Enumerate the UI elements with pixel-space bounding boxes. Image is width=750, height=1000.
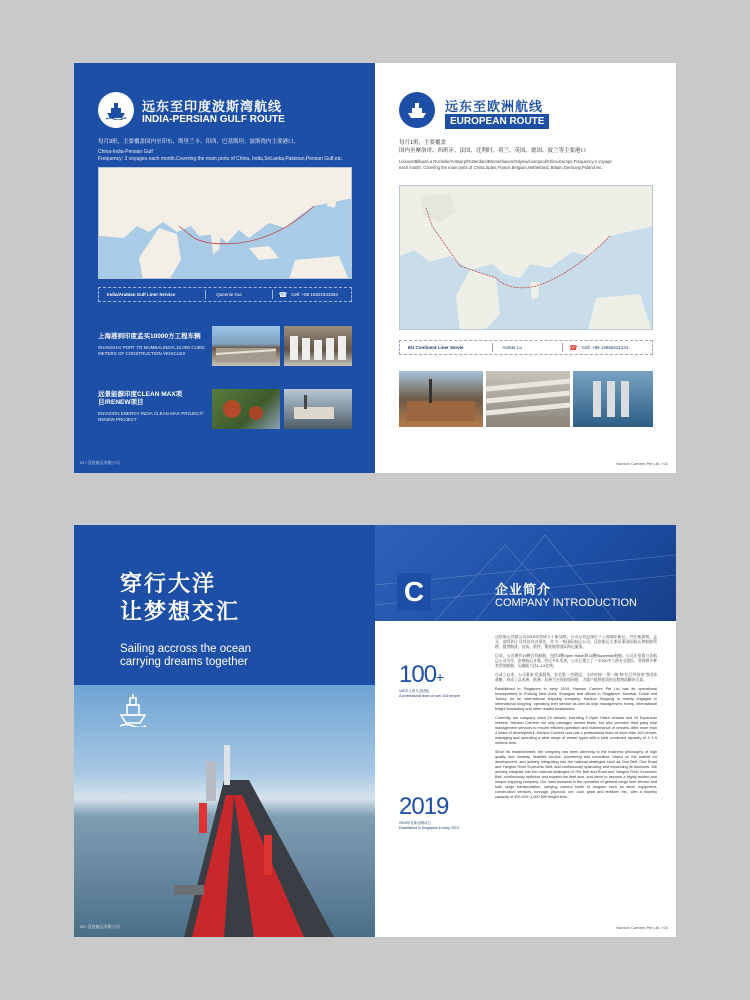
company-intro-page: [375, 525, 676, 937]
route-description-en: Leixoes/Bilbao/La Rochelle/Antwerp/Rotterdam/Bremerhaven/Gdynia/Liverpool/China-Europe Frequency:1 voyage each month. Covering the main ports of China,Spain,France,Belgium,Netherland, Britain,Germany,Poland etc.: [399, 159, 612, 170]
route-description-cn-2: 国内至摩洛哥、西班牙、法国、比利时、荷兰、英国、德国、波兰等主要港口: [399, 148, 587, 154]
intro-body: [495, 635, 657, 920]
ship-icon: [399, 92, 435, 128]
page-title-cn: 远东至印度波斯湾航线: [142, 99, 283, 114]
brochure-spread-company: [74, 525, 676, 937]
slogan-en: [120, 643, 251, 669]
phone-number: Cell: +86 13666231341: [581, 345, 629, 350]
page-title-cn: 企业简介: [495, 582, 552, 597]
project1-photo-2: [284, 326, 352, 366]
stat-team-cn: 100多人的专业团队: [399, 689, 430, 693]
stat-team-value: 100: [399, 661, 437, 688]
route-map: [399, 185, 653, 330]
divider: [562, 343, 563, 352]
phone-icon: ☎: [278, 291, 288, 299]
divider: [272, 290, 273, 299]
liner-service-bar: [98, 287, 352, 302]
cover-page: [74, 525, 375, 937]
cargo-photo-2: [486, 371, 570, 427]
intro-paragraph: 自成立以来，公司秉承“优质服务，安全第一”的理念，主动对接“一带一路”和“长江经济带”等国家战略，形成了以亚洲、欧洲、非洲为主的航线网络，为客户提供优质的全程物流解决方案。: [495, 673, 657, 682]
slogan-en-line2: carrying dreams together: [120, 656, 248, 668]
route-description-en-1: China-India-Persian Gulf: [98, 149, 153, 155]
stat-founded-caption: [399, 821, 489, 830]
phone-number: Cell: +86 15921543384: [291, 292, 338, 297]
route-description-cn: 每月3班，主要覆盖国内至印东、斯里兰卡、印西、巴基斯坦、波斯湾内主要港口。: [98, 139, 300, 145]
slogan-cn-line2: 让梦想交汇: [120, 599, 241, 624]
contact-name: Queenie Gui: [216, 292, 242, 297]
route-description-cn-1: 每月1班，主要覆盖: [399, 140, 447, 146]
page-footer: Hanson Carriers Pte Ltd. / 02: [616, 461, 668, 466]
stat-founded-year: 2019: [399, 793, 449, 820]
section-letter: C: [397, 573, 431, 611]
slogan-en-line1: Sailing accross the ocean: [120, 643, 252, 655]
route-map: [98, 167, 352, 279]
project1-desc: SHANGHAI PORT TO MUMBAI,INDIA,10,000 CUBIC METERS OF CONSTRUCTION VEHICLES: [98, 345, 206, 356]
page-footer: Hanson Carriers Pte Ltd. / 04: [616, 925, 668, 930]
page-title-cn: 远东至欧洲航线: [445, 99, 544, 114]
page-title-en: INDIA-PERSIAN GULF ROUTE: [142, 114, 285, 125]
stat-team-caption: [399, 689, 489, 698]
stat-team-plus: +: [436, 669, 444, 685]
india-route-page: [74, 63, 375, 473]
page-title-en: COMPANY INTRODUCTION: [495, 597, 637, 609]
contact-name: Amber Lu: [502, 345, 523, 350]
project2-photo-1: [212, 389, 280, 429]
project2-title: 远景能源印度CLEAN MAX项目/RENEW项目: [98, 391, 183, 406]
europe-route-page: [375, 63, 676, 473]
intro-paragraph: Since its establishment, the company has been adhering to the business philosophy of high quality and honesty, heartfelt service, pioneering and innovative, based on the market for development, and actively integrating into the national strategies such as One Belt, One Road and Yangtze River Economic Belt, and continuously optimizing and expanding its business. We actively integrate into the national strategies of The Belt and Road and Yangtze River Economic Belt, continuously optimize and expand the fleet size, and strive to become a highly trusted and unique shipping company. Our main business is the operation of general cargo liner service and bulk cargo transportation, carrying various kinds of cargoes such as steel, equipment, construction vehicles, tonnage, plywood, ore, coal, grain and fertilizer, etc., with a monthly capacity of 500,000~1,000,000 freight tons.: [495, 750, 657, 799]
cargo-photo-3: [573, 371, 653, 427]
project2-photo-2: [284, 389, 352, 429]
service-name: India/Arabian Gulf Liner Service: [107, 292, 176, 297]
intro-paragraph: Established in Singapore in early 2019, Hanson Carriers Pte Ltd has its operational headquarters in Pudong New Area, Shanghai and offices in Singapore, Mumbai, Dubai and Turkey. As an international shipping company, Hanson Shipping is mainly engaged in international shipping, operating liner service as well as ship management, tramp, international freight forwarding and other related businesses.: [495, 687, 657, 711]
page-footer: 03 / 汉宸航运有限公司: [80, 924, 120, 929]
divider: [205, 290, 206, 299]
liner-service-bar: [399, 340, 653, 355]
intro-paragraph: 汉宸航运有限公司2019年初成立于新加坡，公司运营总部位于上海浦东新区，并在新加坡、孟买、迪拜和土耳其设有办事处。作为一家国际航运公司，汉宸航运主要从事国际航运和船舶管理，提供散货、杂货、重件、集装箱等国际海运服务。: [495, 635, 657, 649]
brochure-spread-routes: [74, 63, 676, 473]
phone-icon: ☎: [569, 344, 578, 352]
route-description-en-2: Frequency: 3 voyages each month.Covering the main ports of China, India,SriLanka,Pakistan,Persian Gulf,etc.: [98, 156, 343, 162]
ship-icon: [98, 92, 134, 128]
project1-photo-1: [212, 326, 280, 366]
project2-desc: ENVISION ENERGY INDIA CLEAN MAX PROJECT/ RENEW PROJECT: [98, 411, 204, 422]
service-name: EU Continent Liner Servie: [408, 345, 464, 350]
cargo-photo-1: [399, 371, 483, 427]
ship-deck-photo: [74, 685, 375, 937]
slogan-cn-line1: 穿行大洋: [120, 571, 217, 596]
intro-paragraph: Currently, our company owns 19 vessels, including 3 Open Hatch vessels and 16 Supermax vessels. Hanson Carriers not only manages owned fleets, but also provides third party ship management services to ensure efficient operation and maintenance of vessels. After more than 4 years of development, Hanson Carriers now has a professional team of more than 100 people, managing and operating a wide range of vessel types with a total combined capacity of 1~1.5 millions tons.: [495, 716, 657, 745]
stat-team-en: A professional team of over 100 people: [399, 693, 460, 698]
divider: [492, 343, 493, 352]
page-title-en: EUROPEAN ROUTE: [445, 114, 549, 129]
stat-founded-en: Established in Singapore in early 2019: [399, 825, 459, 830]
ship-icon: [118, 693, 148, 732]
stat-team-size: [399, 661, 443, 689]
slogan-cn: [120, 570, 240, 626]
stat-founded-cn: 2019年在新加坡成立: [399, 821, 432, 825]
page-footer: 01 / 汉宸航运有限公司: [80, 460, 120, 465]
intro-paragraph: 目前，公司拥有19艘自有船舶，包括3艘Open Hatch和16艘Supermax船舶。公司还依靠与各航运公司合作，安排航运业务。经过多年发展，公司已建立了一支100多人的专业团队，管理着多种类型的船舶，运输能力达1-1.5亿吨。: [495, 654, 657, 668]
project1-title: 上海港到印度孟买10000方工程车辆: [98, 333, 201, 340]
